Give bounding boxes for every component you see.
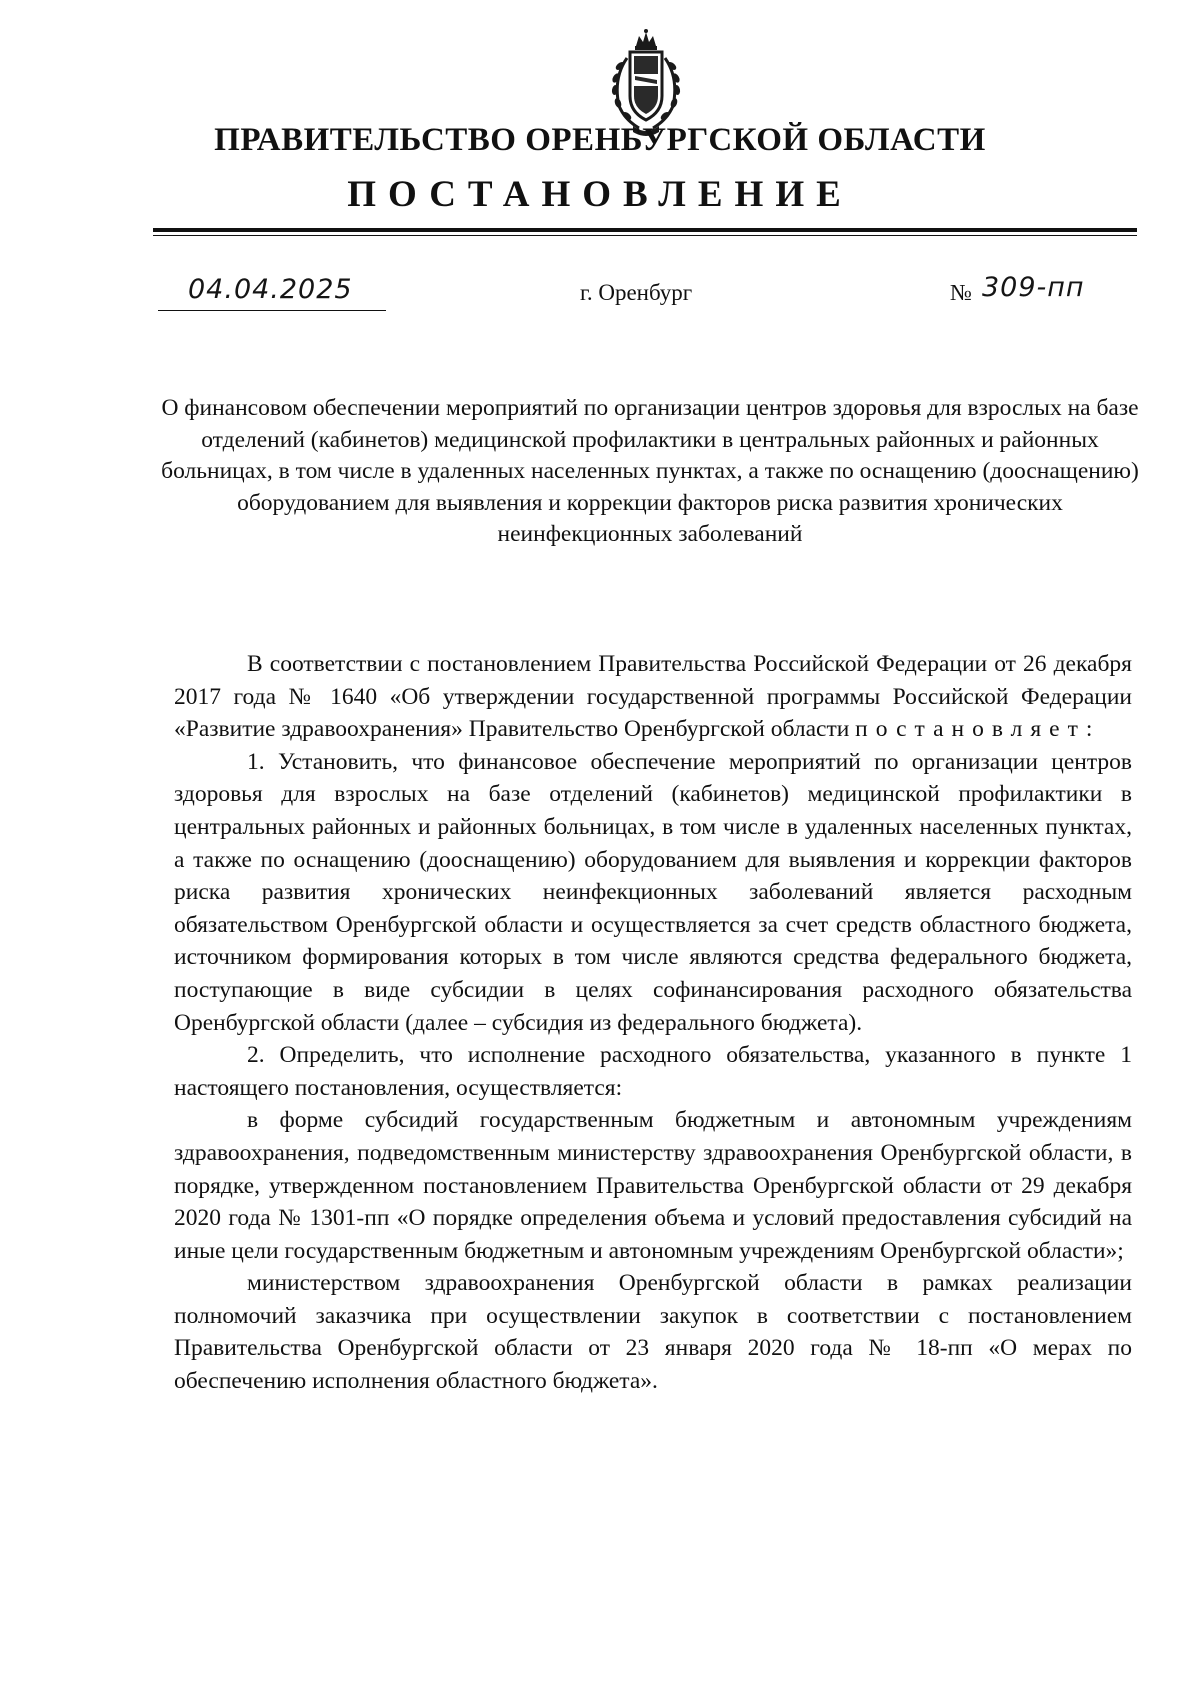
handwritten-number: 309-пп [982, 272, 1085, 303]
header-divider-thick [153, 228, 1137, 232]
paragraph-2-procurement: министерством здравоохранения Оренбургской области в рамках реализации полномочий заказчика при осуществлении закупок в соответствии с постановлением Правительства Оренбургской области от 23 января 2020 года № 18-пп «О мерах по обеспечению исполнения областного бюджета». [174, 1270, 1132, 1395]
organization-title: ПРАВИТЕЛЬСТВО ОРЕНБУРГСКОЙ ОБЛАСТИ [214, 122, 986, 158]
paragraph-1: 1. Установить, что финансовое обеспечение мероприятий по организации центров здоровья для взрослых на базе отделений (кабинетов) медицинской профилактики в центральных районных и районных больницах, в том числе в удаленных населенных пунктах, а также по оснащению (дооснащению) оборудованием для выявления и коррекции факторов риска развития хронических неинфекционных заболеваний является расходным обязательством Оренбургской области и осуществляется за счет средств областного бюджета, источником формирования которых в том числе являются средства федерального бюджета, поступающие в виде субсидии в целях софинансирования расходного обязательства Оренбургской области (далее – субсидия из федерального бюджета). [174, 748, 1132, 1036]
handwritten-date: 04.04.2025 [188, 274, 353, 305]
city-label: г. Оренбург [580, 280, 693, 305]
document-title: О финансовом обеспечении мероприятий по организации центров здоровья для взрослых на базе отделений (кабинетов) медицинской профилактики в центральных районных и районных больницах, в том числе в удаленных населенных пунктах, а также по оснащению (дооснащению) оборудованием для выявления и коррекции факторов риска развития хронических неинфекционных заболеваний [161, 395, 1139, 547]
number-label: № [950, 280, 972, 305]
preamble-paragraph [174, 648, 1132, 746]
preamble-text: В соответствии с постановлением Правительства Российской Федерации от 26 декабря 2017 года № 1640 «Об утверждении государственной программы Российской Федерации «Развитие здравоохранения» Правительство Оренбургской области [174, 651, 1132, 743]
header-divider-thin [153, 235, 1137, 236]
paragraph-2: 2. Определить, что исполнение расходного обязательства, указанного в пункте 1 настоящего постановления, осуществляется: [174, 1042, 1132, 1101]
document-body [174, 648, 1132, 1398]
paragraph-2-subsidies: в форме субсидий государственным бюджетным и автономным учреждениям здравоохранения, подведомственным министерству здравоохранения Оренбургской области, в порядке, утвержденном постановлением Правительства Оренбургской области от 29 декабря 2020 года № 1301-пп «О порядке определения объема и условий предоставления субсидий на иные цели государственным бюджетным и автономным учреждениям Оренбургской области»; [174, 1107, 1132, 1264]
document-type: ПОСТАНОВЛЕНИЕ [347, 174, 853, 215]
preamble-verb: постановляет: [855, 716, 1101, 743]
date-field [158, 274, 386, 311]
